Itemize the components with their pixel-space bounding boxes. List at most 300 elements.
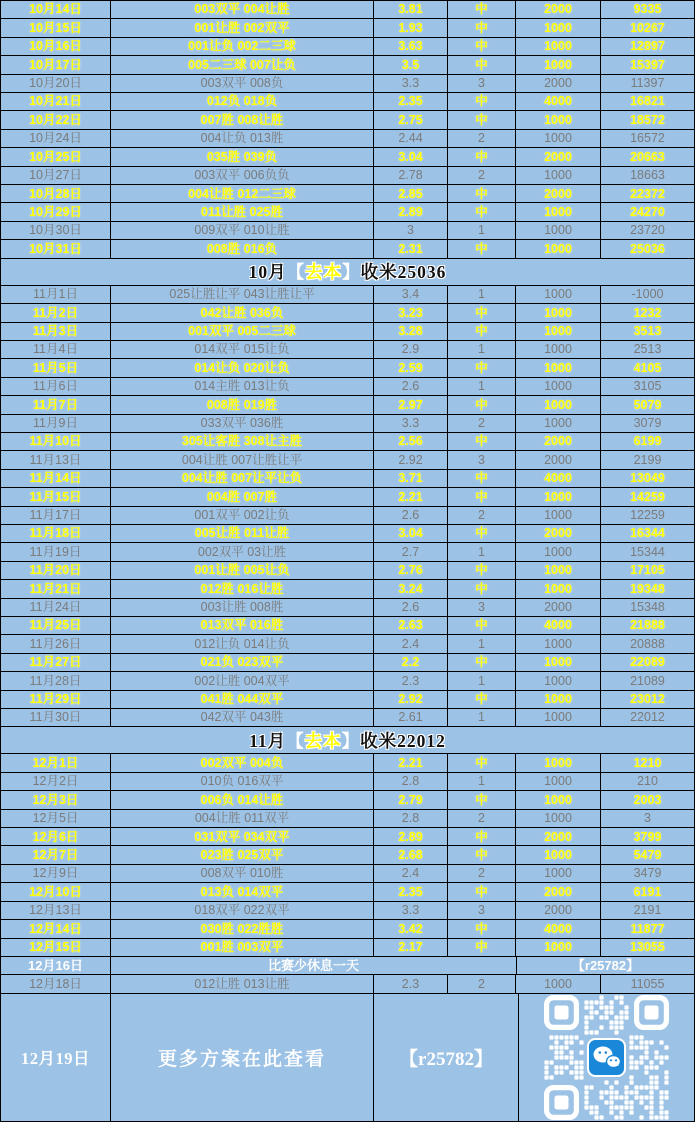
odds-cell: 3.63: [374, 38, 448, 55]
stake-cell: 2000: [516, 433, 601, 450]
date-cell: 10月14日: [1, 1, 111, 18]
date-cell: 10月27日: [1, 167, 111, 184]
profit-cell: 11877: [630, 921, 665, 936]
plan-cell: 003双平 006负负: [111, 167, 374, 184]
table-row: [1, 810, 694, 828]
profit-cell: 17105: [630, 563, 665, 578]
odds-cell: 3.81: [374, 1, 448, 18]
table-row: [1, 167, 694, 185]
odds-cell: 3.04: [374, 148, 448, 165]
result-cell: 中: [448, 38, 516, 55]
date-cell: 11月5日: [1, 359, 111, 376]
table-row: [1, 203, 694, 221]
profit-cell: 6199: [633, 434, 662, 449]
table-row: [1, 286, 694, 304]
stake-cell: 1000: [516, 635, 601, 652]
stake-cell: 4000: [516, 617, 601, 634]
date-cell: 11月19日: [1, 543, 111, 560]
stake-cell: 1000: [516, 939, 601, 956]
stake-cell: 1000: [516, 323, 601, 340]
profit-cell: 210: [637, 774, 658, 789]
stake-cell: 2000: [516, 1, 601, 18]
date-cell: 11月13日: [1, 451, 111, 468]
stake-cell: 1000: [516, 304, 601, 321]
table-row: [1, 939, 694, 957]
odds-cell: 2.3: [374, 975, 448, 992]
stake-cell: 4000: [516, 93, 601, 110]
result-cell: 中: [448, 323, 516, 340]
stake-cell: 2000: [516, 902, 601, 919]
stake-cell: 1000: [516, 846, 601, 863]
odds-cell: 2.89: [374, 828, 448, 845]
result-cell: 中: [448, 1, 516, 18]
stake-cell: 2000: [516, 828, 601, 845]
profit-cell: 2191: [633, 903, 662, 918]
plan-cell: 004胜 007胜: [111, 488, 374, 505]
profit-cell: 22089: [630, 655, 665, 670]
date-cell: 11月3日: [1, 323, 111, 340]
stake-cell: 4000: [516, 470, 601, 487]
stake-cell: 1000: [516, 286, 601, 303]
date-cell: 11月21日: [1, 580, 111, 597]
profit-cell: 2513: [633, 342, 662, 357]
date-cell: 11月18日: [1, 525, 111, 542]
stake-cell: 1000: [516, 865, 601, 882]
odds-cell: 2.31: [374, 240, 448, 257]
stake-cell: 1000: [516, 378, 601, 395]
date-cell: 11月7日: [1, 396, 111, 413]
table-row: [1, 562, 694, 580]
result-cell: 2: [448, 810, 516, 827]
result-cell: 中: [448, 562, 516, 579]
summary-month: 11月: [249, 730, 287, 751]
plan-cell: 021负 023双平: [111, 654, 374, 671]
plan-cell: 014双平 015让负: [111, 341, 374, 358]
result-cell: 中: [448, 525, 516, 542]
table-row: [1, 654, 694, 672]
plan-cell: 035胜 039负: [111, 148, 374, 165]
summary-bracket: 【: [286, 730, 305, 751]
stake-cell: 1000: [516, 773, 601, 790]
odds-cell: 2.92: [374, 691, 448, 708]
result-cell: 3: [448, 75, 516, 92]
table-row: [1, 580, 694, 598]
odds-cell: 2.59: [374, 359, 448, 376]
result-cell: 中: [448, 654, 516, 671]
date-cell: 11月15日: [1, 488, 111, 505]
profit-cell: 3799: [633, 829, 662, 844]
plan-cell: 004让胜 007让平让负: [111, 470, 374, 487]
plan-cell: 001胜 003双平: [111, 939, 374, 956]
summary-total: 收米22012: [360, 730, 446, 751]
date-cell: 12月13日: [1, 902, 111, 919]
result-cell: 2: [448, 865, 516, 882]
profit-cell: 9335: [633, 2, 662, 17]
table-row: [1, 359, 694, 377]
plan-cell: 010负 016双平: [111, 773, 374, 790]
plan-cell: 004让胜 011双平: [111, 810, 374, 827]
date-cell: 11月4日: [1, 341, 111, 358]
table-row: [1, 323, 694, 341]
date-cell: 12月1日: [1, 754, 111, 771]
plan-cell: 007胜 008让胜: [111, 111, 374, 128]
plan-cell: 030胜 022胜胜: [111, 920, 374, 937]
summary-tag: 去本: [305, 262, 343, 283]
profit-cell: 23012: [630, 692, 665, 707]
odds-cell: 3.4: [374, 286, 448, 303]
profit-cell: 13049: [630, 471, 665, 486]
result-cell: 3: [448, 902, 516, 919]
result-cell: 1: [448, 222, 516, 239]
table-row: [1, 525, 694, 543]
odds-cell: 2.17: [374, 939, 448, 956]
profit-cell: 1210: [633, 755, 662, 770]
stake-cell: 1000: [516, 130, 601, 147]
plan-cell: 001让胜 002双平: [111, 19, 374, 36]
result-cell: 2: [448, 167, 516, 184]
summary-bracket: 】: [341, 730, 361, 751]
plan-cell: 013负 014双平: [111, 883, 374, 900]
plan-cell: 001双平 002让负: [111, 507, 374, 524]
plan-cell: 042双平 043胜: [111, 709, 374, 726]
odds-cell: 3.24: [374, 580, 448, 597]
result-cell: 中: [448, 920, 516, 937]
profit-cell: 19348: [630, 581, 665, 596]
result-cell: 中: [448, 240, 516, 257]
plan-cell: 014主胜 013让负: [111, 378, 374, 395]
table-row: [1, 828, 694, 846]
result-cell: 中: [448, 488, 516, 505]
date-cell: 10月21日: [1, 93, 111, 110]
table-row: [1, 635, 694, 653]
profit-cell: 18663: [630, 168, 665, 183]
plan-cell: 305让客胜 308让主胜: [111, 433, 374, 450]
result-cell: 中: [448, 185, 516, 202]
date-cell: 12月16日: [1, 957, 111, 974]
profit-cell: 15397: [630, 57, 665, 72]
date-cell: 10月22日: [1, 111, 111, 128]
profit-cell: -1000: [631, 287, 664, 302]
odds-cell: 2.63: [374, 617, 448, 634]
profit-cell: 14259: [630, 489, 665, 504]
odds-cell: 2.4: [374, 865, 448, 882]
stake-cell: 2000: [516, 148, 601, 165]
stake-cell: 1000: [516, 543, 601, 560]
date-cell: 10月16日: [1, 38, 111, 55]
odds-cell: 2.56: [374, 433, 448, 450]
profit-cell: 1232: [633, 305, 662, 320]
date-cell: 10月31日: [1, 240, 111, 257]
plan-cell: 003双平 004让胜: [111, 1, 374, 18]
table-row: [1, 883, 694, 901]
plan-cell: 041胜 044双平: [111, 691, 374, 708]
date-cell: 10月25日: [1, 148, 111, 165]
table-row: [1, 488, 694, 506]
table-row: [1, 451, 694, 469]
plan-cell: 002双平 03让胜: [111, 543, 374, 560]
plan-cell: 018双平 022双平: [111, 902, 374, 919]
stake-cell: 1000: [516, 507, 601, 524]
date-cell: 12月14日: [1, 920, 111, 937]
stake-cell: 1000: [516, 38, 601, 55]
summary-total: 收米25036: [360, 262, 447, 283]
profit-cell: 22012: [630, 710, 665, 725]
table-row: [1, 130, 694, 148]
table-row: [1, 19, 694, 37]
summary-bracket: 【: [286, 262, 306, 283]
odds-cell: 2.78: [374, 167, 448, 184]
plan-cell: 004让负 013胜: [111, 130, 374, 147]
result-cell: 中: [448, 359, 516, 376]
profit-cell: 15348: [630, 600, 665, 615]
date-cell: 11月26日: [1, 635, 111, 652]
result-cell: 1: [448, 672, 516, 689]
result-cell: 中: [448, 754, 516, 771]
result-cell: 中: [448, 939, 516, 956]
odds-cell: 3.3: [374, 902, 448, 919]
profit-cell: 24270: [630, 204, 665, 219]
date-cell: 12月10日: [1, 883, 111, 900]
odds-cell: 3.04: [374, 525, 448, 542]
odds-cell: 2.4: [374, 635, 448, 652]
odds-cell: 3.28: [374, 323, 448, 340]
plan-cell: 009双平 010让胜: [111, 222, 374, 239]
stake-cell: 1000: [516, 754, 601, 771]
stake-cell: 1000: [516, 654, 601, 671]
table-row: [1, 902, 694, 920]
date-cell: 10月17日: [1, 56, 111, 73]
date-cell: 11月1日: [1, 286, 111, 303]
profit-cell: 2199: [633, 452, 662, 467]
date-cell: 12月3日: [1, 791, 111, 808]
stake-cell: 1000: [516, 691, 601, 708]
profit-cell: 3: [644, 811, 651, 826]
table-row: [1, 433, 694, 451]
plan-cell: 008胜 016负: [111, 240, 374, 257]
date-cell: 12月6日: [1, 828, 111, 845]
odds-cell: 3.3: [374, 75, 448, 92]
odds-cell: 2.75: [374, 111, 448, 128]
date-cell: 11月17日: [1, 507, 111, 524]
footer-date: 12月19日: [1, 994, 111, 1122]
result-cell: 中: [448, 148, 516, 165]
odds-cell: 3: [374, 222, 448, 239]
result-cell: 中: [448, 19, 516, 36]
plan-cell: 014让负 020让负: [111, 359, 374, 376]
profit-cell: 2003: [633, 792, 662, 807]
footer-message: 更多方案在此查看: [111, 994, 374, 1122]
table-row: [1, 846, 694, 864]
stake-cell: 1000: [516, 580, 601, 597]
profit-cell: 3079: [633, 415, 662, 430]
date-cell: 12月15日: [1, 939, 111, 956]
rows-container: [1, 1, 694, 994]
odds-cell: 2.6: [374, 599, 448, 616]
profit-cell: 16344: [630, 526, 665, 541]
date-cell: 10月28日: [1, 185, 111, 202]
plan-cell: 012胜 016让胜: [111, 580, 374, 597]
result-cell: 中: [448, 846, 516, 863]
stake-cell: 1000: [516, 359, 601, 376]
stake-cell: 1000: [516, 791, 601, 808]
date-cell: 12月7日: [1, 846, 111, 863]
profit-cell: 6191: [633, 884, 662, 899]
result-cell: 3: [448, 451, 516, 468]
result-cell: 1: [448, 635, 516, 652]
stake-cell: 1000: [516, 19, 601, 36]
plan-cell: 042让胜 036负: [111, 304, 374, 321]
table-row: [1, 773, 694, 791]
result-cell: 1: [448, 773, 516, 790]
stake-cell: 1000: [516, 672, 601, 689]
profit-cell: 21089: [630, 673, 665, 688]
plan-cell: 031双平 034双平: [111, 828, 374, 845]
date-cell: 10月24日: [1, 130, 111, 147]
result-cell: 2: [448, 975, 516, 992]
date-cell: 12月18日: [1, 975, 111, 992]
plan-cell: 012让胜 013让胜: [111, 975, 374, 992]
result-cell: 中: [448, 304, 516, 321]
profit-cell: 22372: [630, 186, 665, 201]
table-row: [1, 148, 694, 166]
notice-ref-cell: 【r25782】: [571, 958, 640, 974]
stake-cell: 1000: [516, 341, 601, 358]
result-cell: 中: [448, 203, 516, 220]
stake-cell: 4000: [516, 920, 601, 937]
result-cell: 中: [448, 433, 516, 450]
odds-cell: 2.85: [374, 185, 448, 202]
odds-cell: 2.92: [374, 451, 448, 468]
result-cell: 1: [448, 378, 516, 395]
date-cell: 11月24日: [1, 599, 111, 616]
plan-cell: 002让胜 004双平: [111, 672, 374, 689]
table-row: [1, 470, 694, 488]
table-row: [1, 691, 694, 709]
date-cell: 10月20日: [1, 75, 111, 92]
profit-cell: 21888: [630, 618, 665, 633]
plan-cell: 012让负 014让负: [111, 635, 374, 652]
date-cell: 11月6日: [1, 378, 111, 395]
stake-cell: 2000: [516, 185, 601, 202]
odds-cell: 3.5: [374, 56, 448, 73]
result-cell: 2: [448, 507, 516, 524]
odds-cell: 2.21: [374, 754, 448, 771]
plan-cell: 013双平 016胜: [111, 617, 374, 634]
table-row: [1, 415, 694, 433]
result-cell: 中: [448, 691, 516, 708]
profit-cell: 23720: [630, 223, 665, 238]
table-row: [1, 185, 694, 203]
profit-cell: 3513: [633, 323, 662, 338]
profit-cell: 11397: [630, 76, 665, 91]
qr-cell: [519, 994, 694, 1122]
plan-cell: 003双平 008负: [111, 75, 374, 92]
wechat-qr-code-icon: [544, 995, 669, 1120]
profit-cell: 4105: [633, 360, 662, 375]
odds-cell: 2.21: [374, 488, 448, 505]
stake-cell: 1000: [516, 488, 601, 505]
odds-cell: 2.8: [374, 810, 448, 827]
odds-cell: 2.6: [374, 507, 448, 524]
table-row: [1, 38, 694, 56]
profit-cell: 25036: [630, 241, 665, 256]
result-cell: 中: [448, 470, 516, 487]
summary-tag: 去本: [304, 730, 342, 751]
profit-cell: 16572: [630, 131, 665, 146]
plan-cell: 033双平 036胜: [111, 415, 374, 432]
stake-cell: 2000: [516, 883, 601, 900]
stake-cell: 1000: [516, 562, 601, 579]
date-cell: 11月14日: [1, 470, 111, 487]
odds-cell: 2.76: [374, 562, 448, 579]
profit-cell: 20663: [630, 149, 665, 164]
plan-cell: 005二三球 007让负: [111, 56, 374, 73]
stake-cell: 2000: [516, 599, 601, 616]
profit-cell: 12259: [630, 508, 665, 523]
odds-cell: 2.68: [374, 846, 448, 863]
date-cell: 11月10日: [1, 433, 111, 450]
stake-cell: 1000: [516, 203, 601, 220]
odds-cell: 2.89: [374, 203, 448, 220]
table-row: [1, 75, 694, 93]
date-cell: 11月25日: [1, 617, 111, 634]
profit-cell: 10267: [630, 20, 665, 35]
table-row: [1, 617, 694, 635]
notice-cell: 比赛少休息一天: [111, 957, 517, 974]
plan-cell: 004让胜 007让胜让平: [111, 451, 374, 468]
date-cell: 11月2日: [1, 304, 111, 321]
stake-cell: 1000: [516, 222, 601, 239]
plan-cell: 008胜 019胜: [111, 396, 374, 413]
profit-cell: 5479: [633, 847, 662, 862]
odds-cell: 3.71: [374, 470, 448, 487]
profit-cell: 3105: [633, 379, 662, 394]
odds-cell: 2.9: [374, 341, 448, 358]
stake-cell: 2000: [516, 525, 601, 542]
table-row: [1, 754, 694, 772]
odds-cell: 3.3: [374, 415, 448, 432]
footer-row: [1, 994, 694, 1122]
result-cell: 2: [448, 415, 516, 432]
profit-cell: 11055: [630, 976, 665, 991]
stake-cell: 2000: [516, 75, 601, 92]
profit-cell: 5079: [633, 397, 662, 412]
stake-cell: 1000: [516, 167, 601, 184]
result-cell: 中: [448, 883, 516, 900]
odds-cell: 2.8: [374, 773, 448, 790]
date-cell: 11月20日: [1, 562, 111, 579]
table-row: [1, 543, 694, 561]
plan-cell: 005让胜 011让胜: [111, 525, 374, 542]
footer-ref-code: 【r25782】: [374, 994, 519, 1122]
result-cell: 中: [448, 56, 516, 73]
result-cell: 2: [448, 130, 516, 147]
summary-bracket: 】: [342, 262, 361, 283]
table-row: [1, 672, 694, 690]
month-summary-row: [1, 259, 694, 286]
plan-cell: 006负 014让胜: [111, 791, 374, 808]
result-cell: 中: [448, 580, 516, 597]
table-row: [1, 222, 694, 240]
odds-cell: 2.6: [374, 378, 448, 395]
date-cell: 11月9日: [1, 415, 111, 432]
table-row: [1, 396, 694, 414]
table-row: [1, 304, 694, 322]
date-cell: 12月2日: [1, 773, 111, 790]
plan-cell: 001让胜 005让负: [111, 562, 374, 579]
date-cell: 10月15日: [1, 19, 111, 36]
odds-cell: 2.2: [374, 654, 448, 671]
